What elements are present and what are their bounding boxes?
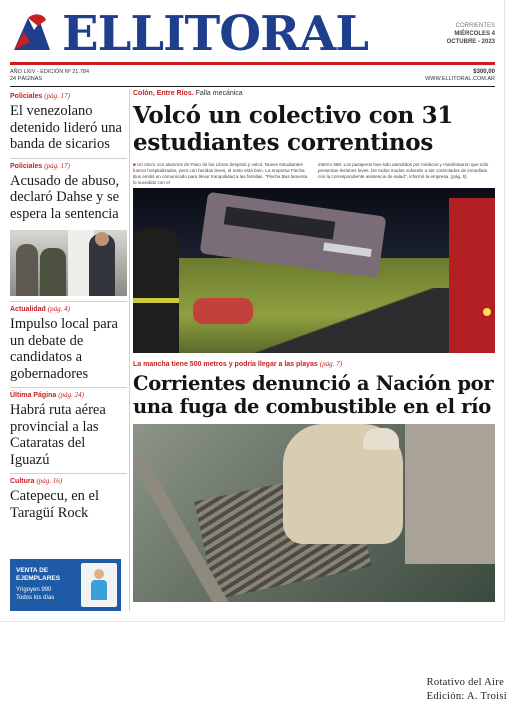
brief-photo [10, 230, 127, 296]
brief-headline: Acusado de abuso, declaró Dahse y se espera la sentencia [10, 172, 120, 222]
brief-section: Policiales [10, 162, 43, 170]
second-photo-fuel-leak [133, 424, 495, 602]
brief-section: Última Página [10, 392, 57, 399]
brief-page: (pág. 17) [44, 161, 70, 170]
masthead-title: ELLITORAL [62, 6, 368, 62]
ad-title [16, 567, 60, 583]
masthead [10, 6, 495, 62]
brief-kicker [10, 91, 127, 102]
edition-number: AÑO LXIV - EDICIÓN Nº 21.784 [10, 69, 90, 75]
ad-schedule: Todos los días [16, 595, 55, 601]
brief-page: (pág. 17) [44, 92, 70, 100]
edition-meta [10, 67, 495, 85]
lead-body-right: interno 668. Los pasajeros han sido atendidos por médicos y manifestaron que sólo presentan lesiones leves. De todos modos volverán a ser controlados de inmediato con la correspondiente asistencia de salud", informó la empresa. (pág. 5) [318, 162, 489, 179]
brief-item[interactable] [10, 89, 127, 159]
brief-headline: Impulso local para un debate de candidatos a gobernadores [10, 316, 118, 382]
cover-price: $300,00 [473, 69, 495, 75]
brief-section: Cultura [10, 478, 35, 485]
brief-item[interactable] [10, 474, 127, 526]
brief-kicker [10, 390, 127, 401]
ad-details [16, 586, 54, 602]
brief-kicker [10, 161, 127, 172]
brief-item[interactable] [10, 388, 127, 474]
ad-title-line2: EJEMPLARES [16, 575, 61, 582]
ad-address: Yrigoyen 990 [16, 587, 52, 593]
lead-headline[interactable]: Volcó un colectivo con 31 estudiantes correntinos [133, 102, 453, 156]
footer-source: Rotativo del Aire [426, 677, 505, 688]
main-column [133, 89, 495, 602]
masthead-city: CORRIENTES [455, 23, 495, 29]
website-link[interactable]: WWW.ELLITORAL.COM.AR [425, 76, 495, 82]
masthead-date-month: OCTUBRE - 2023 [446, 39, 495, 45]
footer-editor: Edición: A. Troisi [426, 691, 507, 702]
second-kicker [133, 359, 495, 370]
brief-headline: Catepecu, en el Taragüí Rock [10, 488, 99, 521]
brief-section: Policiales [10, 93, 43, 100]
column-divider [129, 89, 130, 611]
lead-body-left-text: Un micro con alumnos de Paso de los Libres despistó y volcó. Nueve estudiantes fueron hospitalizados, pero con heridas leves, el resto está bien. La empresa Flecha Bus emitió un comunicado para llevar tranquilidad a las familias. "Flecha Bus lamenta lo sucedido con el [133, 162, 308, 185]
second-kicker-page: (pág. 7) [319, 360, 342, 368]
brief-page: (pág. 4) [47, 305, 70, 313]
brief-page: (pág. 16) [36, 477, 63, 485]
second-headline[interactable]: Corrientes denunció a Nación por una fuga de combustible en el río [133, 372, 494, 418]
lead-kicker-text: Falla mecánica [195, 90, 243, 97]
newspaper-seller-icon [81, 563, 117, 607]
footer-credits [427, 676, 507, 704]
rooster-logo-icon [10, 12, 54, 56]
ad-title-line1: VENTA DE [16, 567, 49, 574]
brief-item[interactable] [10, 159, 127, 303]
sidebar-briefs [10, 89, 127, 526]
lead-photo-bus-crash [133, 188, 495, 353]
brief-headline: El venezolano detenido lideró una banda de sicarios [10, 103, 122, 152]
brief-item[interactable] [10, 302, 127, 388]
masthead-date-day: MIÉRCOLES 4 [454, 31, 495, 37]
second-kicker-text: La mancha tiene 500 metros y podría llegar a las playas [133, 361, 318, 368]
lead-body-left: ■ Un micro con alumnos de Paso de los Libres despistó y volcó. Nueve estudiantes fueron hospitalizados, pero con heridas leves, el resto está bien. La empresa Flecha Bus emitió un comunicado para llevar tranquilidad a las familias. "Flecha Bus lamenta lo sucedido con el [133, 162, 308, 185]
sales-point-ad[interactable] [10, 559, 121, 611]
meta-divider [10, 86, 495, 87]
masthead-divider [10, 62, 495, 65]
brief-kicker [10, 304, 127, 315]
brief-section: Actualidad [10, 306, 46, 313]
issue-date [447, 22, 495, 46]
brief-kicker [10, 476, 127, 487]
brief-page: (pág. 24) [58, 391, 84, 399]
lead-kicker [133, 89, 495, 99]
lead-body [133, 162, 495, 186]
lead-kicker-place: Colón, Entre Ríos. [133, 90, 194, 97]
page-count: 24 PÁGINAS [10, 76, 43, 82]
brief-headline: Habrá ruta aérea provincial a las Cataratas del Iguazú [10, 402, 106, 468]
